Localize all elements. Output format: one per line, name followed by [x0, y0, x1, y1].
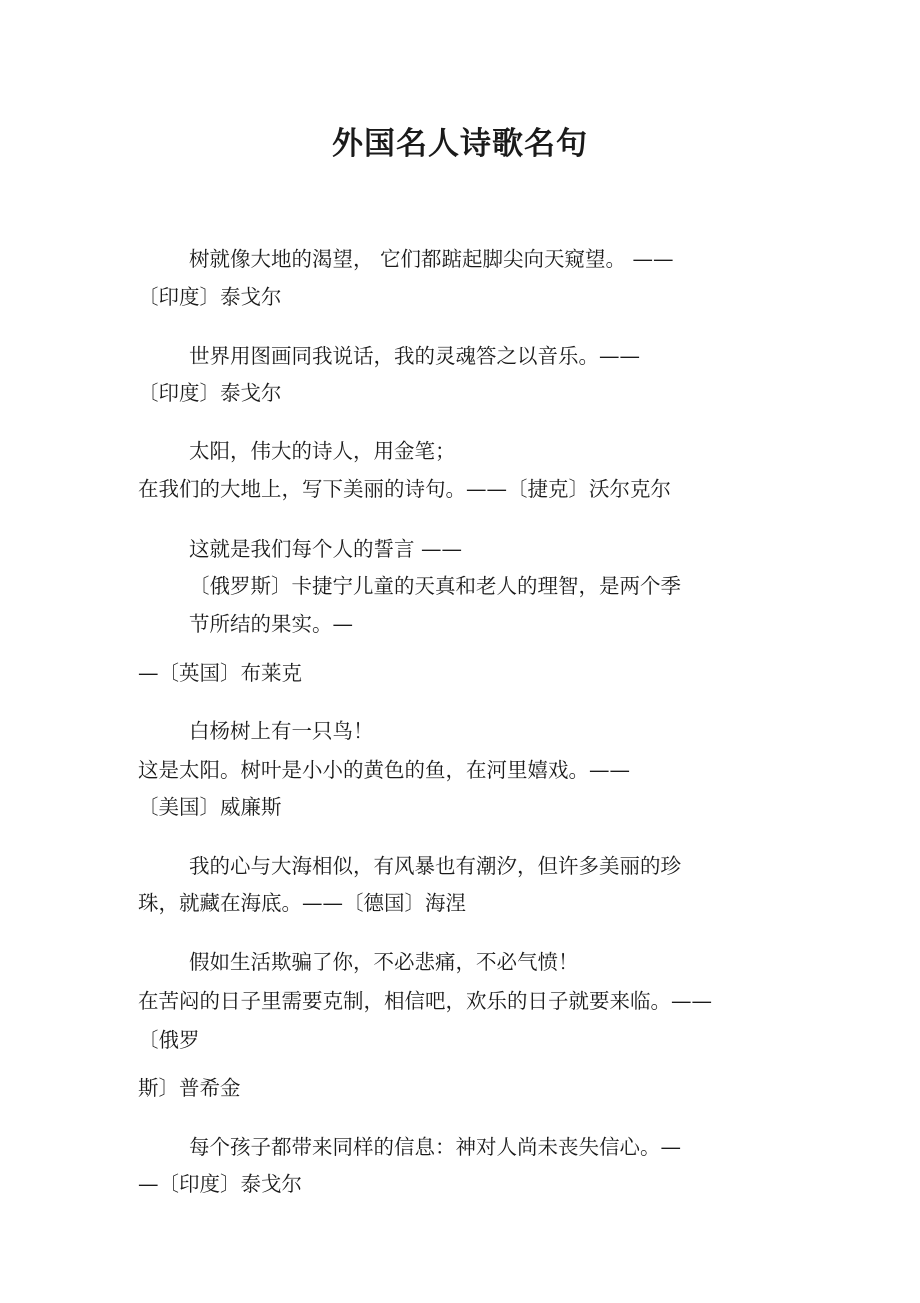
quote-8-attribution: —〔印度〕泰戈尔: [138, 1172, 302, 1196]
page-title: 外国名人诗歌名句: [332, 126, 588, 162]
quote-2-attribution: 〔印度〕泰戈尔: [138, 381, 282, 405]
quote-5-line-2: 这是太阳。树叶是小小的黄色的鱼，在河里嬉戏。——: [138, 758, 630, 782]
quote-6-line-1: 我的心与大海相似，有风暴也有潮汐，但许多美丽的珍: [189, 854, 681, 878]
quote-2-line-1: 世界用图画同我说话，我的灵魂答之以音乐。——: [189, 344, 640, 368]
quote-4-line-1: 这就是我们每个人的誓言 ——: [189, 537, 463, 561]
quote-1-line-1: 树就像大地的渴望， 它们都踮起脚尖向天窥望。 ——: [189, 247, 674, 271]
quote-6-line-2: 珠，就藏在海底。——〔德国〕海涅: [138, 891, 466, 915]
quote-3-line-2: 在我们的大地上，写下美丽的诗句。——〔捷克〕沃尔克尔: [138, 477, 671, 501]
quote-7-line-1: 假如生活欺骗了你，不必悲痛，不必气愤！: [189, 950, 579, 974]
quote-1-attribution: 〔印度〕泰戈尔: [138, 285, 282, 309]
quote-3-line-1: 太阳，伟大的诗人，用金笔；: [189, 439, 456, 463]
quote-4-line-3: 节所结的果实。—: [189, 612, 353, 636]
quote-8-line-1: 每个孩子都带来同样的信息：神对人尚未丧失信心。—: [189, 1135, 681, 1159]
quote-5-attribution: 〔美国〕威廉斯: [138, 795, 282, 819]
quote-7-line-2: 在苦闷的日子里需要克制，相信吧，欢乐的日子就要来临。——: [138, 989, 712, 1013]
quote-7-attribution: 斯〕普希金: [138, 1076, 241, 1100]
quote-4-line-2: 〔俄罗斯〕卡捷宁儿童的天真和老人的理智，是两个季: [189, 574, 681, 598]
quote-4-attribution: —〔英国〕布莱克: [138, 661, 302, 685]
quote-7-line-3: 〔俄罗: [138, 1028, 200, 1052]
quote-5-line-1: 白杨树上有一只鸟！: [189, 719, 374, 743]
